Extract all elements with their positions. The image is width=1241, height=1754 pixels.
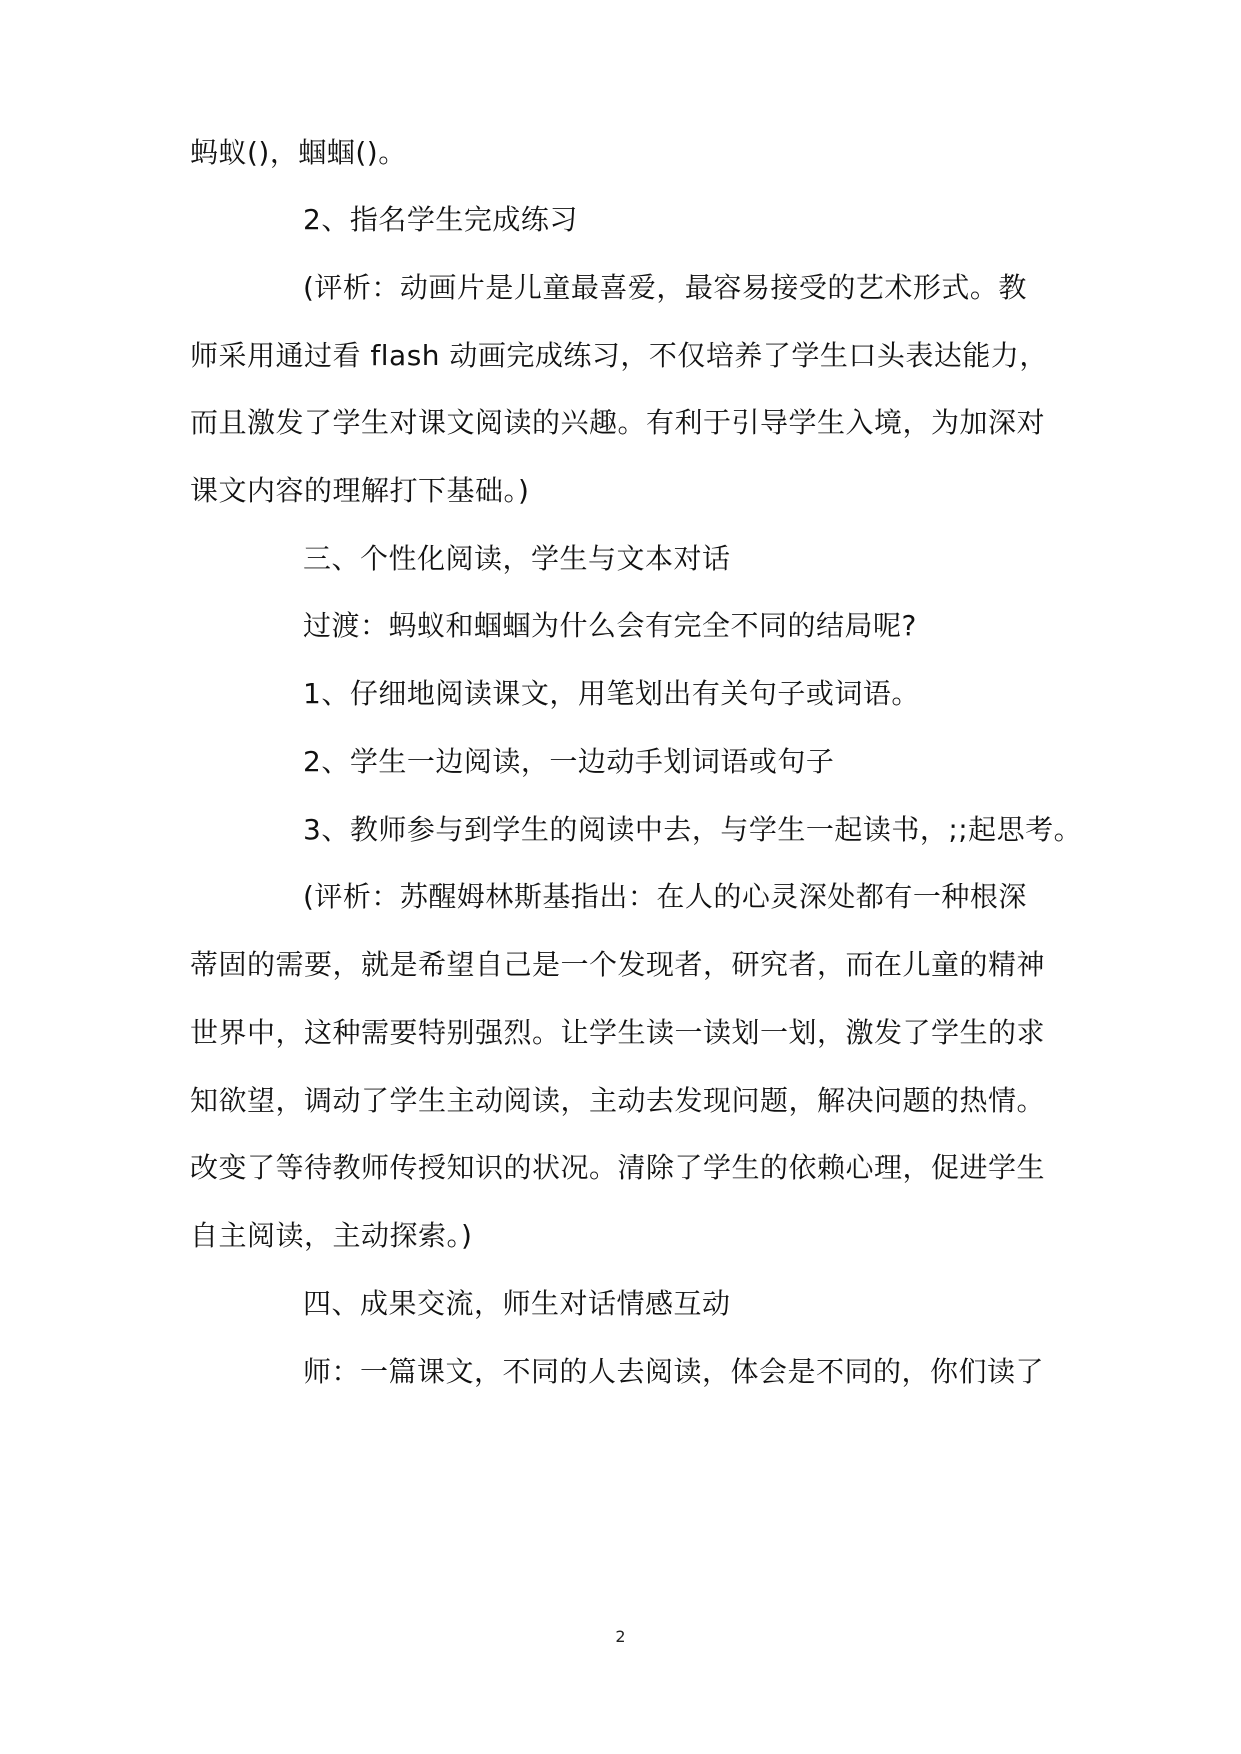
text-line-2: 2、指名学生完成练习 [303, 203, 578, 236]
text-line-6: 课文内容的理解打下基础。) [190, 474, 530, 507]
text-line-4: 师采用通过看 flash 动画完成练习，不仅培养了学生口头表达能力， [190, 339, 1048, 372]
text-line-13: 蒂固的需要，就是希望自己是一个发现者，研究者，而在儿童的精神 [190, 948, 1046, 981]
text-line-16: 改变了等待教师传授知识的状况。清除了学生的依赖心理，促进学生 [190, 1151, 1046, 1184]
text-line-14: 世界中，这种需要特别强烈。让学生读一读划一划，激发了学生的求 [190, 1016, 1046, 1049]
text-line-12: (评析：苏醒姆林斯基指出：在人的心灵深处都有一种根深 [303, 880, 1027, 913]
section-heading-4: 四、成果交流，师生对话情感互动 [303, 1287, 731, 1320]
text-line-9: 1、仔细地阅读课文，用笔划出有关句子或词语。 [303, 677, 920, 710]
text-line-5: 而且激发了学生对课文阅读的兴趣。有利于引导学生入境，为加深对 [190, 406, 1046, 439]
section-heading-3: 三、个性化阅读，学生与文本对话 [303, 542, 731, 575]
page-number: 2 [615, 1627, 626, 1646]
text-line-15: 知欲望，调动了学生主动阅读，主动去发现问题，解决问题的热情。 [190, 1084, 1046, 1117]
text-line-3: (评析：动画片是儿童最喜爱，最容易接受的艺术形式。教 [303, 271, 1027, 304]
text-line-17: 自主阅读，主动探索。) [190, 1219, 473, 1252]
text-line-11: 3、教师参与到学生的阅读中去，与学生一起读书，;;起思考。 [303, 813, 1083, 846]
text-line-10: 2、学生一边阅读，一边动手划词语或句子 [303, 745, 835, 778]
text-line-1: 蚂蚁()，蝈蝈()。 [190, 136, 407, 169]
text-line-19: 师：一篇课文，不同的人去阅读，体会是不同的，你们读了 [303, 1355, 1045, 1388]
text-line-8: 过渡：蚂蚁和蝈蝈为什么会有完全不同的结局呢? [303, 609, 917, 642]
